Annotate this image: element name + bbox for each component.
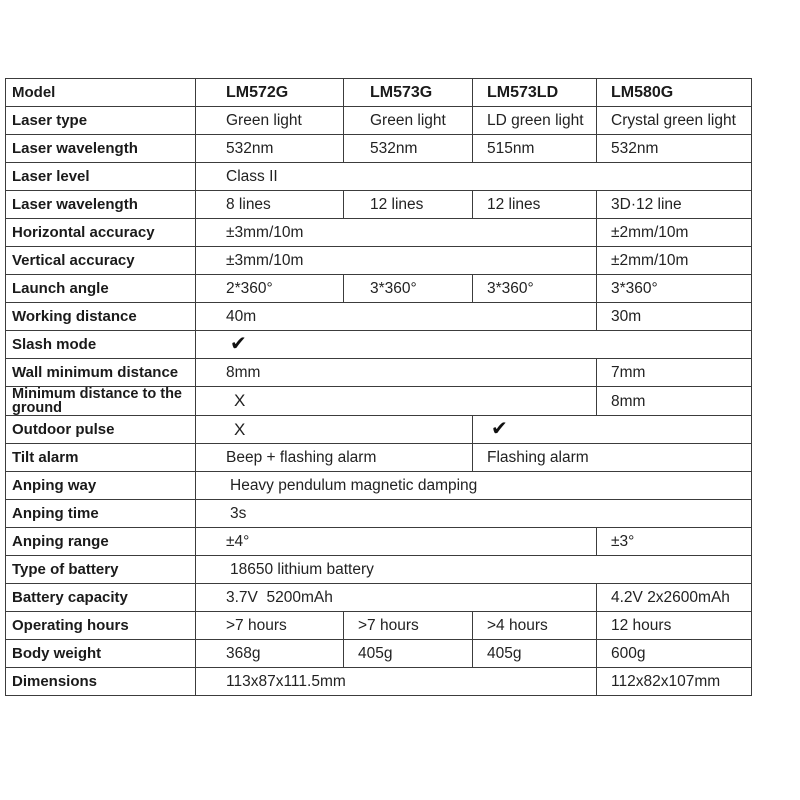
cell-value: 3.7V 5200mAh	[196, 584, 597, 612]
cell-value: 515nm	[473, 135, 597, 163]
cell-value: Crystal green light	[597, 107, 752, 135]
cell-value: Beep + flashing alarm	[196, 444, 473, 472]
cell-value: 3*360°	[473, 275, 597, 303]
row-label: Laser type	[6, 107, 196, 135]
cell-value: 18650 lithium battery	[196, 556, 752, 584]
row-label: Working distance	[6, 303, 196, 331]
table-row	[6, 416, 752, 444]
table-row	[6, 247, 752, 275]
cell-value: ±4°	[196, 528, 597, 556]
table-row	[6, 303, 752, 331]
row-label: Dimensions	[6, 668, 196, 696]
row-label: Laser level	[6, 163, 196, 191]
row-label: Minimum distance to the ground	[6, 387, 196, 416]
row-label: Wall minimum distance	[6, 359, 196, 387]
cell-value: ±2mm/10m	[597, 219, 752, 247]
cell-value: 113x87x111.5mm	[196, 668, 597, 696]
table-row	[6, 528, 752, 556]
cell-value: 532nm	[344, 135, 473, 163]
row-label: Laser wavelength	[6, 135, 196, 163]
cell-value: 3s	[196, 500, 752, 528]
table-row	[6, 135, 752, 163]
cell-value: Green light	[196, 107, 344, 135]
cell-value: 12 hours	[597, 612, 752, 640]
table-row	[6, 163, 752, 191]
cell-value: 12 lines	[473, 191, 597, 219]
row-label: Type of battery	[6, 556, 196, 584]
cell-value: 7mm	[597, 359, 752, 387]
cell-value: 30m	[597, 303, 752, 331]
row-label: Anping time	[6, 500, 196, 528]
table-row	[6, 191, 752, 219]
cell-value: Class II	[196, 163, 752, 191]
cell-value: 532nm	[196, 135, 344, 163]
cell-value: LD green light	[473, 107, 597, 135]
cell-value: 600g	[597, 640, 752, 668]
table-row	[6, 275, 752, 303]
cell-value: 3*360°	[597, 275, 752, 303]
check-mark-icon: ✔	[491, 417, 508, 440]
cell-value: 4.2V 2x2600mAh	[597, 584, 752, 612]
table-row	[6, 472, 752, 500]
row-label: Outdoor pulse	[6, 416, 196, 444]
cell-value: 112x82x107mm	[597, 668, 752, 696]
cell-value: >7 hours	[196, 612, 344, 640]
model-name: LM580G	[597, 79, 752, 107]
table-row	[6, 387, 752, 416]
cell-value: Heavy pendulum magnetic damping	[196, 472, 752, 500]
cell-value: 40m	[196, 303, 597, 331]
table-header-row	[6, 79, 752, 107]
table-row	[6, 668, 752, 696]
cell-value: 2*360°	[196, 275, 344, 303]
cell-value: 8mm	[196, 359, 597, 387]
row-label: Operating hours	[6, 612, 196, 640]
cell-value: Flashing alarm	[473, 444, 752, 472]
spec-table	[5, 78, 752, 696]
cell-value: Green light	[344, 107, 473, 135]
table-row	[6, 500, 752, 528]
cell-value: 405g	[473, 640, 597, 668]
cross-mark-icon: X	[234, 391, 246, 410]
cell-value: 12 lines	[344, 191, 473, 219]
cell-value: 8mm	[597, 387, 752, 416]
table-row	[6, 107, 752, 135]
table-row	[6, 640, 752, 668]
cell-value: ±3mm/10m	[196, 219, 597, 247]
table-row	[6, 359, 752, 387]
table-row	[6, 584, 752, 612]
row-label: Anping range	[6, 528, 196, 556]
cell-value: >4 hours	[473, 612, 597, 640]
row-label: Slash mode	[6, 331, 196, 359]
model-name: LM572G	[196, 79, 344, 107]
model-name: LM573LD	[473, 79, 597, 107]
cell-value: ±3mm/10m	[196, 247, 597, 275]
row-label: Tilt alarm	[6, 444, 196, 472]
row-label: Laser wavelength	[6, 191, 196, 219]
table-row	[6, 612, 752, 640]
row-label: Launch angle	[6, 275, 196, 303]
table-row	[6, 331, 752, 359]
model-name: LM573G	[344, 79, 473, 107]
row-label: Horizontal accuracy	[6, 219, 196, 247]
cell-value: 8 lines	[196, 191, 344, 219]
row-label: Anping way	[6, 472, 196, 500]
cross-mark-icon: X	[234, 419, 246, 439]
row-label: Battery capacity	[6, 584, 196, 612]
cell-value: 368g	[196, 640, 344, 668]
table-row	[6, 219, 752, 247]
table-row	[6, 556, 752, 584]
row-label: Vertical accuracy	[6, 247, 196, 275]
cell-value: ±3°	[597, 528, 752, 556]
cell-value: >7 hours	[344, 612, 473, 640]
table-row	[6, 444, 752, 472]
cell-value: ±2mm/10m	[597, 247, 752, 275]
row-label: Body weight	[6, 640, 196, 668]
cell-value: 3*360°	[344, 275, 473, 303]
row-label: Model	[6, 79, 196, 107]
cell-value: 405g	[344, 640, 473, 668]
cell-value: 3D·12 line	[597, 191, 752, 219]
cell-value: 532nm	[597, 135, 752, 163]
check-mark-icon: ✔	[230, 332, 247, 355]
